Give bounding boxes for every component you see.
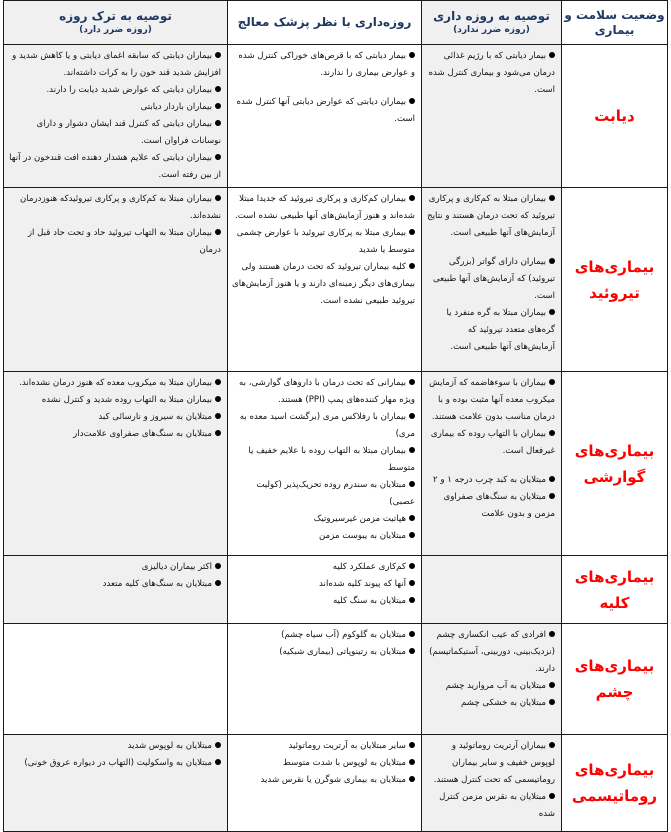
list-item: بیماران مبتلا به کم‌کاری و پرکاری تیروئیدکه هنوزدرمان نشده‌اند.	[19, 194, 221, 221]
allowed-cell	[422, 188, 562, 372]
list-item: مبتلایان به سنگ‌های صفراوی علامت‌دار	[8, 426, 221, 443]
list-item: مبتلایان به گلوکوم (آب سیاه چشم)	[232, 627, 415, 644]
list-item: افرادی که عیب انکساری چشم (نزدیک‌بینی، دوربینی، آستیکماتیسم) دارند.	[429, 630, 555, 674]
list-item: مبتلایان به لوپوس شدید	[8, 738, 221, 755]
bullet-icon	[549, 379, 555, 385]
list-item: مبتلایان به سنگ‌های صفراوی مزمن و بدون علامت	[443, 492, 555, 519]
allowed-cell	[422, 372, 562, 556]
bullet-icon	[409, 776, 415, 782]
forbidden-cell	[4, 624, 228, 735]
bullet-icon	[549, 476, 555, 482]
list-item: بیمار دیابتی که با قرص‌های خوراکی کنترل شده و عوارض بیماری را ندارند.	[238, 51, 415, 78]
header-doctor	[228, 1, 422, 45]
bullet-icon	[409, 413, 415, 419]
allowed-cell	[422, 735, 562, 832]
list-item: مبتلایان به سندرم روده تحریک‌پذیر (کولیت عصبی)	[256, 480, 415, 507]
forbidden-cell	[4, 556, 228, 624]
bullet-icon	[409, 481, 415, 487]
bullet-icon	[549, 742, 555, 748]
condition-cell: بیماری‌های تیروئید	[562, 188, 668, 372]
table-row-eye	[4, 624, 668, 735]
doctor-cell	[228, 45, 422, 188]
list-item: بیماران با التهاب روده که بیماری غیرفعال است.	[430, 429, 555, 456]
list-item: کلیه بیماران تیروئید که تحت درمان هستند ولی بیماری‌های دیگر زمینه‌ای دارند و یا هنوز آزمایش‌های تیروئید طبیعی نشده است.	[232, 262, 415, 306]
list-item: بیماران دیابتی که عوارض شدید دیابت را دارند.	[8, 82, 221, 99]
list-item: بیماران آرتریت روماتوئید و لوپوس خفیف و سایر بیماران روماتیسمی که تحت کنترل هستند.	[433, 741, 555, 785]
condition-cell: بیماری‌های گوارشی	[562, 372, 668, 556]
bullet-icon	[215, 580, 221, 586]
bullet-icon	[215, 120, 221, 126]
bullet-icon	[215, 103, 221, 109]
header-row	[4, 1, 668, 45]
list-item: بیماران کم‌کاری و پرکاری تیروئید که جدیدا مبتلا شده‌اند و هنوز آزمایش‌های آنها طبیعی نشده است.	[235, 194, 415, 221]
condition-cell: بیماری‌های چشم	[562, 624, 668, 735]
table-row-gastrointestinal	[4, 372, 668, 556]
bullet-icon	[409, 597, 415, 603]
list-item: بیماران مبتلا به التهاب روده با علایم خفیف یا متوسط	[248, 446, 415, 473]
bullet-icon	[409, 742, 415, 748]
bullet-icon	[549, 682, 555, 688]
header-forbidden-title: توصیه به ترک روزه	[59, 9, 172, 23]
table-row-rheumatic	[4, 735, 668, 832]
bullet-icon	[215, 563, 221, 569]
table-row-thyroid	[4, 188, 668, 372]
table-row-diabetes	[4, 45, 668, 188]
list-item: بیماران دیابتی که سابقه اغمای دیابتی و یا کاهش شدید و افزایش شدید قند خون را به کرات داشته‌اند.	[12, 51, 221, 78]
ramadan-fasting-guidance-table	[3, 0, 668, 832]
bullet-icon	[549, 699, 555, 705]
bullet-icon	[549, 309, 555, 315]
bullet-icon	[215, 86, 221, 92]
bullet-icon	[549, 631, 555, 637]
bullet-icon	[549, 258, 555, 264]
bullet-icon	[215, 195, 221, 201]
list-item: مبتلایان به لوپوس با شدت متوسط	[232, 755, 415, 772]
bullet-icon	[409, 98, 415, 104]
bullet-icon	[409, 563, 415, 569]
list-item: مبتلایان به کبد چرب درجه ۱ و ۲	[426, 472, 555, 489]
bullet-icon	[549, 493, 555, 499]
header-condition	[562, 1, 668, 45]
doctor-cell	[228, 556, 422, 624]
bullet-icon	[409, 580, 415, 586]
list-item: بیماران باردار دیابتی	[8, 99, 221, 116]
bullet-icon	[549, 793, 555, 799]
list-item: مبتلایان به آب مروارید چشم	[426, 678, 555, 695]
bullet-icon	[215, 742, 221, 748]
bullet-icon	[215, 759, 221, 765]
table-row-kidney	[4, 556, 668, 624]
list-item: بیمار دیابتی که با رژیم غذائی درمان می‌شود و بیماری کنترل شده است.	[428, 51, 555, 95]
list-item: بیماران با سوءهاضمه که آزمایش میکروب معده آنها مثبت بوده و با درمان مناسب بدون علامت هستند.	[429, 378, 555, 422]
bullet-icon	[409, 52, 415, 58]
bullet-icon	[549, 195, 555, 201]
list-item: آنها که پیوند کلیه شده‌اند	[232, 576, 415, 593]
forbidden-cell	[4, 188, 228, 372]
list-item: مبتلایان به سیروز و نارسائی کبد	[8, 409, 221, 426]
list-item: هپاتیت مزمن غیرسیروتیک	[232, 511, 415, 528]
bullet-icon	[409, 229, 415, 235]
bullet-icon	[409, 759, 415, 765]
list-item: مبتلایان به سنگ کلیه	[232, 593, 415, 610]
list-item: مبتلایان به نقرس مزمن کنترل شده	[439, 792, 555, 819]
bullet-icon	[409, 195, 415, 201]
list-item: سایر مبتلایان به آرتریت روماتوئید	[232, 738, 415, 755]
bullet-icon	[409, 379, 415, 385]
bullet-icon	[549, 430, 555, 436]
list-item: بیماران مبتلا به میکروب معده که هنوز درمان نشده‌اند.	[8, 375, 221, 392]
bullet-icon	[215, 229, 221, 235]
bullet-icon	[215, 154, 221, 160]
header-condition-title: وضعیت سلامت و بیماری	[564, 7, 665, 37]
list-item: مبتلایان به یبوست مزمن	[232, 528, 415, 545]
list-item: بیماران مبتلا به التهاب روده شدید و کنترل نشده	[8, 392, 221, 409]
list-item: بیماران دیابتی که عوارض دیابتی آنها کنترل شده است.	[236, 97, 415, 124]
bullet-icon	[215, 396, 221, 402]
header-forbidden-subtitle: (روزه ضرر دارد)	[79, 25, 152, 35]
list-item: بیماران مبتلا به گره منفرد یا گره‌های متعدد تیروئید که آزمایش‌های آنها طبیعی است.	[446, 308, 555, 352]
bullet-icon	[215, 379, 221, 385]
header-doctor-title: روزه‌داری با نظر پزشک معالج	[237, 15, 412, 29]
list-item: بیماران با رفلاکس مری (برگشت اسید معده به مری)	[239, 412, 415, 439]
forbidden-cell	[4, 735, 228, 832]
doctor-cell	[228, 624, 422, 735]
condition-cell: دیابت	[562, 45, 668, 188]
header-allowed-subtitle: (روزه ضرر ندارد)	[453, 25, 530, 35]
list-item: بیماران مبتلا به کم‌کاری و پرکاری تیروئید که تحت درمان هستند و نتایج آزمایش‌های آنها طبیعی است.	[427, 194, 555, 238]
condition-cell: بیماری‌های کلیه	[562, 556, 668, 624]
list-item: مبتلایان به بیماری شوگرن یا نقرس شدید	[232, 772, 415, 789]
allowed-cell	[422, 624, 562, 735]
doctor-cell	[228, 188, 422, 372]
bullet-icon	[409, 263, 415, 269]
list-item: بیمارانی که تحت درمان با داروهای گوارشی، به ویژه مهار کننده‌های پمپ (PPI) هستند.	[239, 378, 415, 405]
doctor-cell	[228, 372, 422, 556]
list-item: بیماری مبتلا به پرکاری تیروئید با عوارض چشمی متوسط یا شدید	[236, 228, 415, 255]
list-item: بیماران دارای گواتر (بزرگی تیروئید) که آزمایش‌های آنها طبیعی است.	[432, 257, 555, 301]
header-allowed	[422, 1, 562, 45]
list-item: مبتلایان به خشکی چشم	[426, 695, 555, 712]
forbidden-cell	[4, 45, 228, 188]
header-forbidden	[4, 1, 228, 45]
list-item: بیماران دیابتی که علایم هشدار دهنده افت قندخون در آنها از بین رفته است.	[9, 153, 221, 180]
bullet-icon	[215, 52, 221, 58]
header-allowed-title: توصیه به روزه داری	[433, 9, 550, 23]
bullet-icon	[215, 430, 221, 436]
bullet-icon	[409, 515, 415, 521]
list-item: مبتلایان به رتینوپاتی (بیماری شبکیه)	[232, 644, 415, 661]
list-item: بیماران دیابتی که کنترل قند ایشان دشوار و دارای نوسانات فراوان است.	[36, 119, 221, 146]
bullet-icon	[409, 648, 415, 654]
condition-cell: بیماری‌های روماتیسمی	[562, 735, 668, 832]
bullet-icon	[215, 413, 221, 419]
list-item: مبتلایان به سنگ‌های کلیه متعدد	[8, 576, 221, 593]
allowed-cell	[422, 556, 562, 624]
bullet-icon	[409, 447, 415, 453]
allowed-cell	[422, 45, 562, 188]
bullet-icon	[409, 532, 415, 538]
list-item: اکثر بیماران دیالیزی	[8, 559, 221, 576]
doctor-cell	[228, 735, 422, 832]
bullet-icon	[549, 52, 555, 58]
bullet-icon	[409, 631, 415, 637]
forbidden-cell	[4, 372, 228, 556]
list-item: بیماران مبتلا به التهاب تیروئید حاد و تحت حاد قبل از درمان	[27, 228, 221, 255]
list-item: کم‌کاری عملکرد کلیه	[232, 559, 415, 576]
list-item: مبتلایان به واسکولیت (التهاب در دیواره عروق خونی)	[8, 755, 221, 772]
